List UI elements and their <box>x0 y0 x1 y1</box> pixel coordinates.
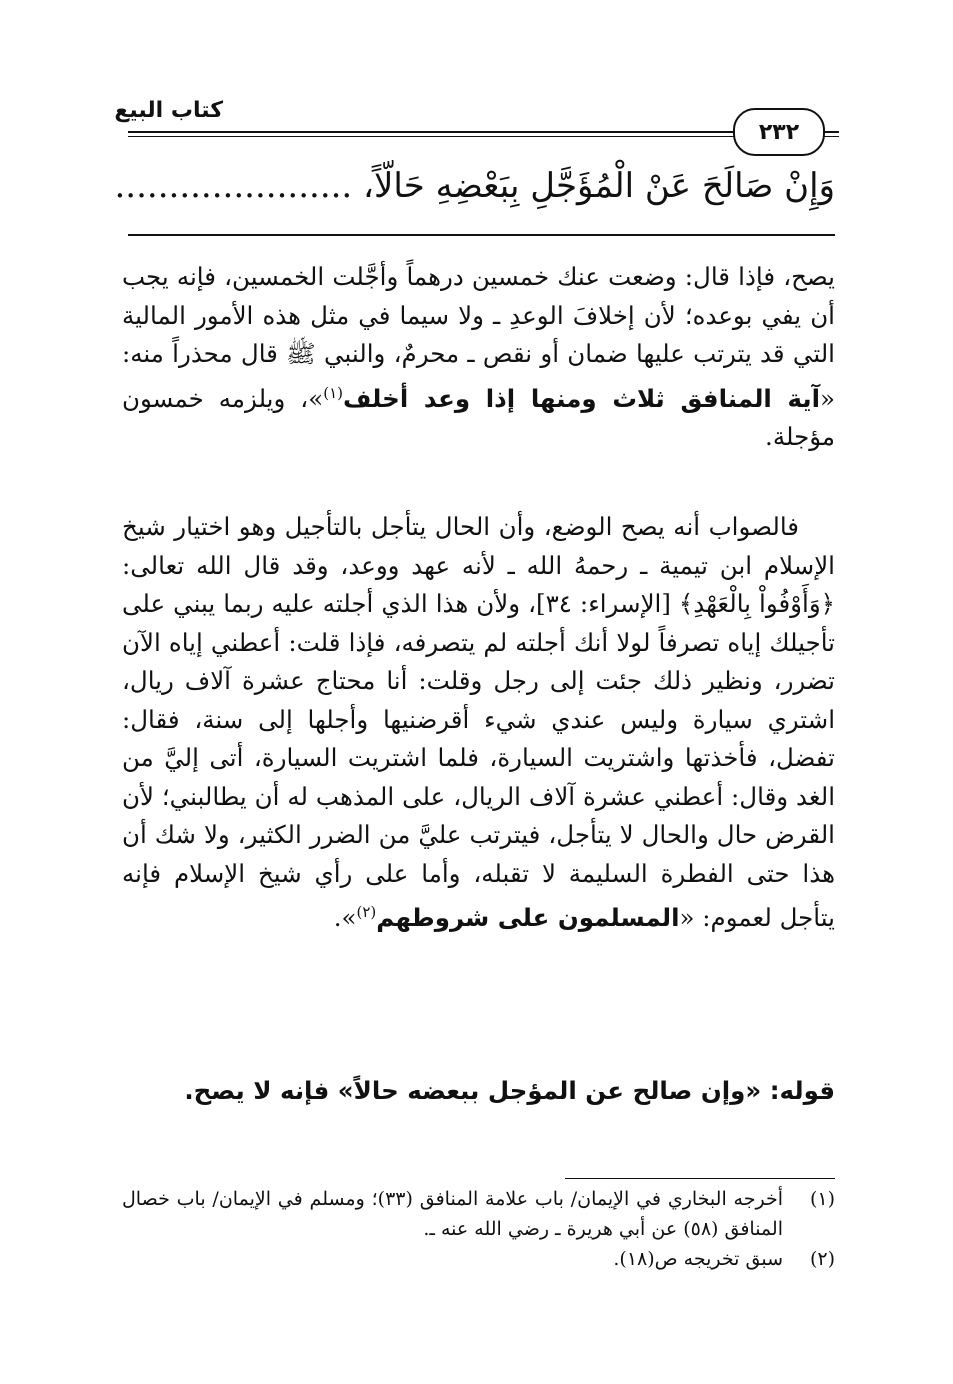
footnote-item <box>122 1184 835 1244</box>
qawluhu-label: قوله: <box>769 1076 835 1105</box>
paragraph-3-text: «وإن صالح عن المؤجل ببعضه حالاً» فإنه لا يصح. <box>184 1076 770 1105</box>
footnote-text: سبق تخريجه ص(١٨). <box>613 1248 783 1270</box>
matn-rule <box>128 234 835 236</box>
footnote-text: أخرجه البخاري في الإيمان/ باب علامة المنافق (٣٣)؛ ومسلم في الإيمان/ باب خصال المنافق (٥٨) عن أبي هريرة ـ رضي الله عنه ـ. <box>122 1188 783 1240</box>
matn-text: وَإِنْ صَالَحَ عَنْ الْمُؤَجَّلِ بِبَعْضِهِ حَالّاً، ...................... <box>114 166 835 206</box>
footnote-item <box>122 1244 835 1274</box>
footnote-number: (١) <box>809 1188 835 1210</box>
footnotes <box>122 1184 835 1274</box>
paragraph-1-text: يصح، فإذا قال: وضعت عنك خمسين درهماً وأجَّلت الخمسين، فإنه يجب أن يفي بوعده؛ لأن إخلافَ الوعدِ ـ ولا سيما في مثل هذه الأمور المالية التي قد يترتب عليها ضمان أو نقص ـ محرمٌ، والنبي ﷺ قال محذراً منه: « <box>122 262 835 413</box>
paragraph-2-text: فالصواب أنه يصح الوضع، وأن الحال يتأجل بالتأجيل وهو اختيار شيخ الإسلام ابن تيمية ـ رحمهُ الله ـ لأنه عهد ووعد، وقد قال الله تعالى: ﴿وَأَوْفُواْ بِالْعَهْدِ﴾ [الإسراء: ٣٤]، ولأن هذا الذي أجلته عليه ربما يبني على تأجيلك إياه تصرفاً لولا أنك أجلته لم يتصرفه، فإذا قلت: أعطني إياه الآن تضرر، ونظير ذلك جئت إلى رجل وقلت: أنا محتاج عشرة آلاف ريال، اشتري سيارة وليس عندي شيء أقرضنيها وأجلها إلى سنة، فقال: تفضل، فأخذتها واشتريت السيارة، فلما اشتريت السيارة، أتى إليَّ من الغد وقال: أعطني عشرة آلاف الريال، على المذهب له أن يطالبني؛ لأن القرض حال والحال لا يتأجل، فيترتب عليَّ من الضرر الكثير، ولا شك أن هذا حتى الفطرة السليمة لا تقبله، وأما على رأي شيخ الإسلام فإنه يتأجل لعموم: « <box>122 512 836 933</box>
book-title: كتاب البيع <box>114 98 223 123</box>
header-rule <box>128 131 821 133</box>
footnote-number: (٢) <box>809 1248 835 1270</box>
paragraph-1-end: »، ويلزمه خمسون مؤجلة. <box>122 383 835 452</box>
paragraph-1 <box>122 258 835 457</box>
paragraph-2 <box>122 508 835 938</box>
hadith-quote: آية المنافق ثلاث ومنها إذا وعد أخلف <box>342 383 820 413</box>
page-number: ٢٣٢ <box>733 108 825 156</box>
paragraph-3 <box>122 1072 835 1111</box>
hadith-quote-2: المسلمون على شروطهم <box>376 903 680 933</box>
footnote-ref-2: (٢) <box>356 903 377 921</box>
header-rule-thin <box>128 136 821 137</box>
footnote-rule <box>565 1178 835 1179</box>
paragraph-2-end: ». <box>333 903 357 933</box>
footnote-ref-1: (١) <box>323 383 343 402</box>
